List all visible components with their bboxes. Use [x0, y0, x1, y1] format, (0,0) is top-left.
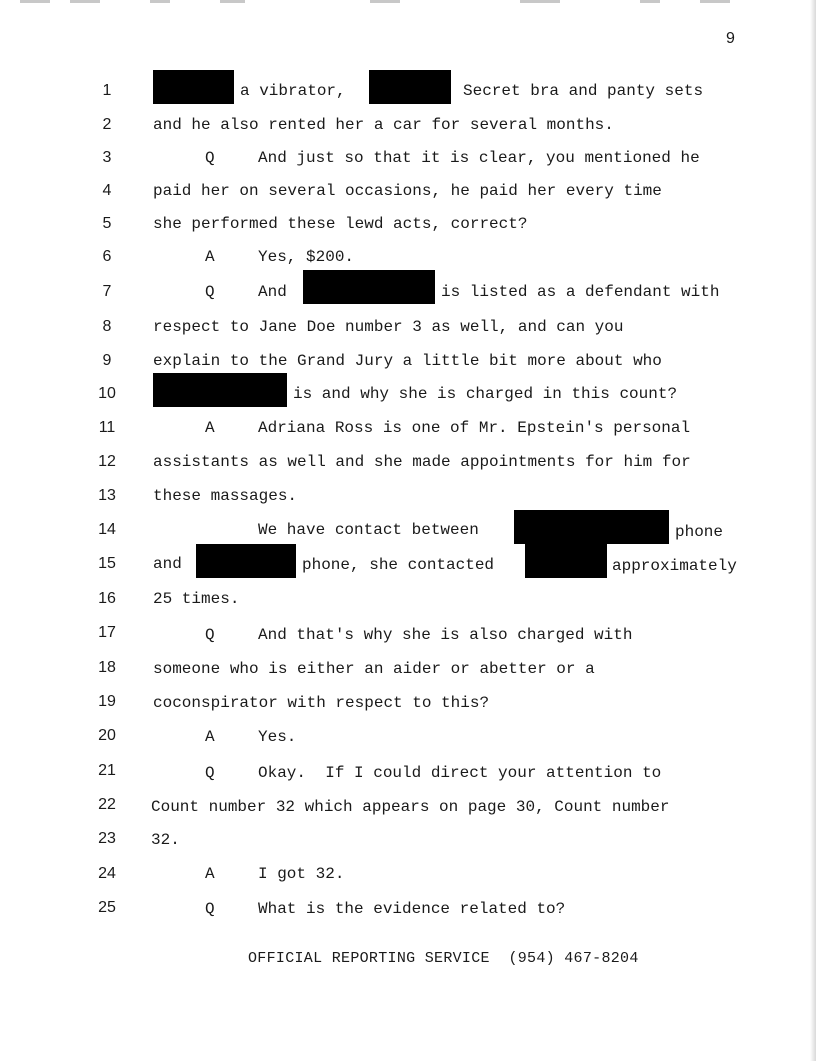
redaction-box: [153, 70, 234, 104]
scan-page-edge: [810, 0, 816, 1061]
transcript-text: 25 times.: [153, 590, 240, 608]
transcript-text: Yes.: [258, 728, 297, 746]
line-number: 5: [102, 215, 112, 232]
line-number: 4: [102, 182, 112, 199]
transcript-text: assistants as well and she made appointments for him for: [153, 453, 691, 471]
line-number: 3: [102, 149, 112, 166]
line-number: 25: [98, 899, 116, 916]
line-number: 24: [98, 865, 116, 882]
transcript-text: Secret bra and panty sets: [463, 82, 704, 100]
line-number: 7: [102, 283, 112, 300]
page-number: 9: [726, 30, 735, 47]
speaker-label: Q: [205, 283, 215, 301]
speaker-label: Q: [205, 149, 215, 167]
line-number: 18: [98, 659, 116, 676]
transcript-text: And that's why she is also charged with: [258, 626, 633, 644]
speaker-label: A: [205, 865, 215, 883]
transcript-text: 32.: [151, 831, 180, 849]
redaction-box: [369, 70, 451, 104]
speaker-label: A: [205, 419, 215, 437]
redaction-box: [525, 544, 607, 578]
line-number: 11: [98, 419, 116, 436]
speaker-label: A: [205, 728, 215, 746]
line-number: 22: [98, 796, 116, 813]
line-number: 17: [98, 624, 116, 641]
transcript-text: someone who is either an aider or abetter or a: [153, 660, 595, 678]
line-number: 16: [98, 590, 116, 607]
line-number: 6: [102, 248, 112, 265]
transcript-text: And just so that it is clear, you mentioned he: [258, 149, 700, 167]
transcript-text: approximately: [612, 557, 737, 575]
speaker-label: Q: [205, 764, 215, 782]
transcript-text: Yes, $200.: [258, 248, 355, 266]
speaker-label: Q: [205, 900, 215, 918]
transcript-text: respect to Jane Doe number 3 as well, and can you: [153, 318, 624, 336]
transcript-text: explain to the Grand Jury a little bit more about who: [153, 352, 662, 370]
line-number: 8: [102, 318, 112, 335]
transcript-text: a vibrator,: [240, 82, 346, 100]
line-number: 14: [98, 521, 116, 538]
line-number: 10: [98, 385, 116, 402]
line-number: 12: [98, 453, 116, 470]
transcript-text: paid her on several occasions, he paid her every time: [153, 182, 662, 200]
line-number: 15: [98, 555, 116, 572]
line-number: 1: [102, 82, 112, 99]
transcript-text: What is the evidence related to?: [258, 900, 566, 918]
transcript-text: We have contact between: [258, 521, 479, 539]
line-number: 9: [102, 352, 112, 369]
line-number: 13: [98, 487, 116, 504]
transcript-text: phone: [675, 523, 724, 541]
line-number: 21: [98, 762, 116, 779]
transcript-text: Count number 32 which appears on page 30, Count number: [151, 798, 670, 816]
transcript-text: Adriana Ross is one of Mr. Epstein's personal: [258, 419, 691, 437]
redaction-box: [196, 544, 296, 578]
scan-top-marks: [0, 0, 816, 6]
redaction-box: [153, 373, 287, 407]
transcript-text: she performed these lewd acts, correct?: [153, 215, 528, 233]
transcript-text: and: [153, 555, 182, 573]
line-number: 2: [102, 116, 112, 133]
redaction-box: [514, 510, 669, 544]
line-number: 23: [98, 830, 116, 847]
transcript-text: these massages.: [153, 487, 298, 505]
transcript-text: is listed as a defendant with: [441, 283, 720, 301]
reporting-service-footer: OFFICIAL REPORTING SERVICE (954) 467-8204: [248, 950, 639, 967]
transcript-text: coconspirator with respect to this?: [153, 694, 490, 712]
transcript-text: and he also rented her a car for several months.: [153, 116, 614, 134]
speaker-label: Q: [205, 626, 215, 644]
transcript-text: I got 32.: [258, 865, 345, 883]
line-number: 19: [98, 693, 116, 710]
transcript-text: phone, she contacted: [302, 556, 495, 574]
transcript-text: is and why she is charged in this count?: [293, 385, 678, 403]
transcript-text: Okay. If I could direct your attention to: [258, 764, 662, 782]
transcript-text: And: [258, 283, 287, 301]
speaker-label: A: [205, 248, 215, 266]
line-number: 20: [98, 727, 116, 744]
redaction-box: [303, 270, 435, 304]
